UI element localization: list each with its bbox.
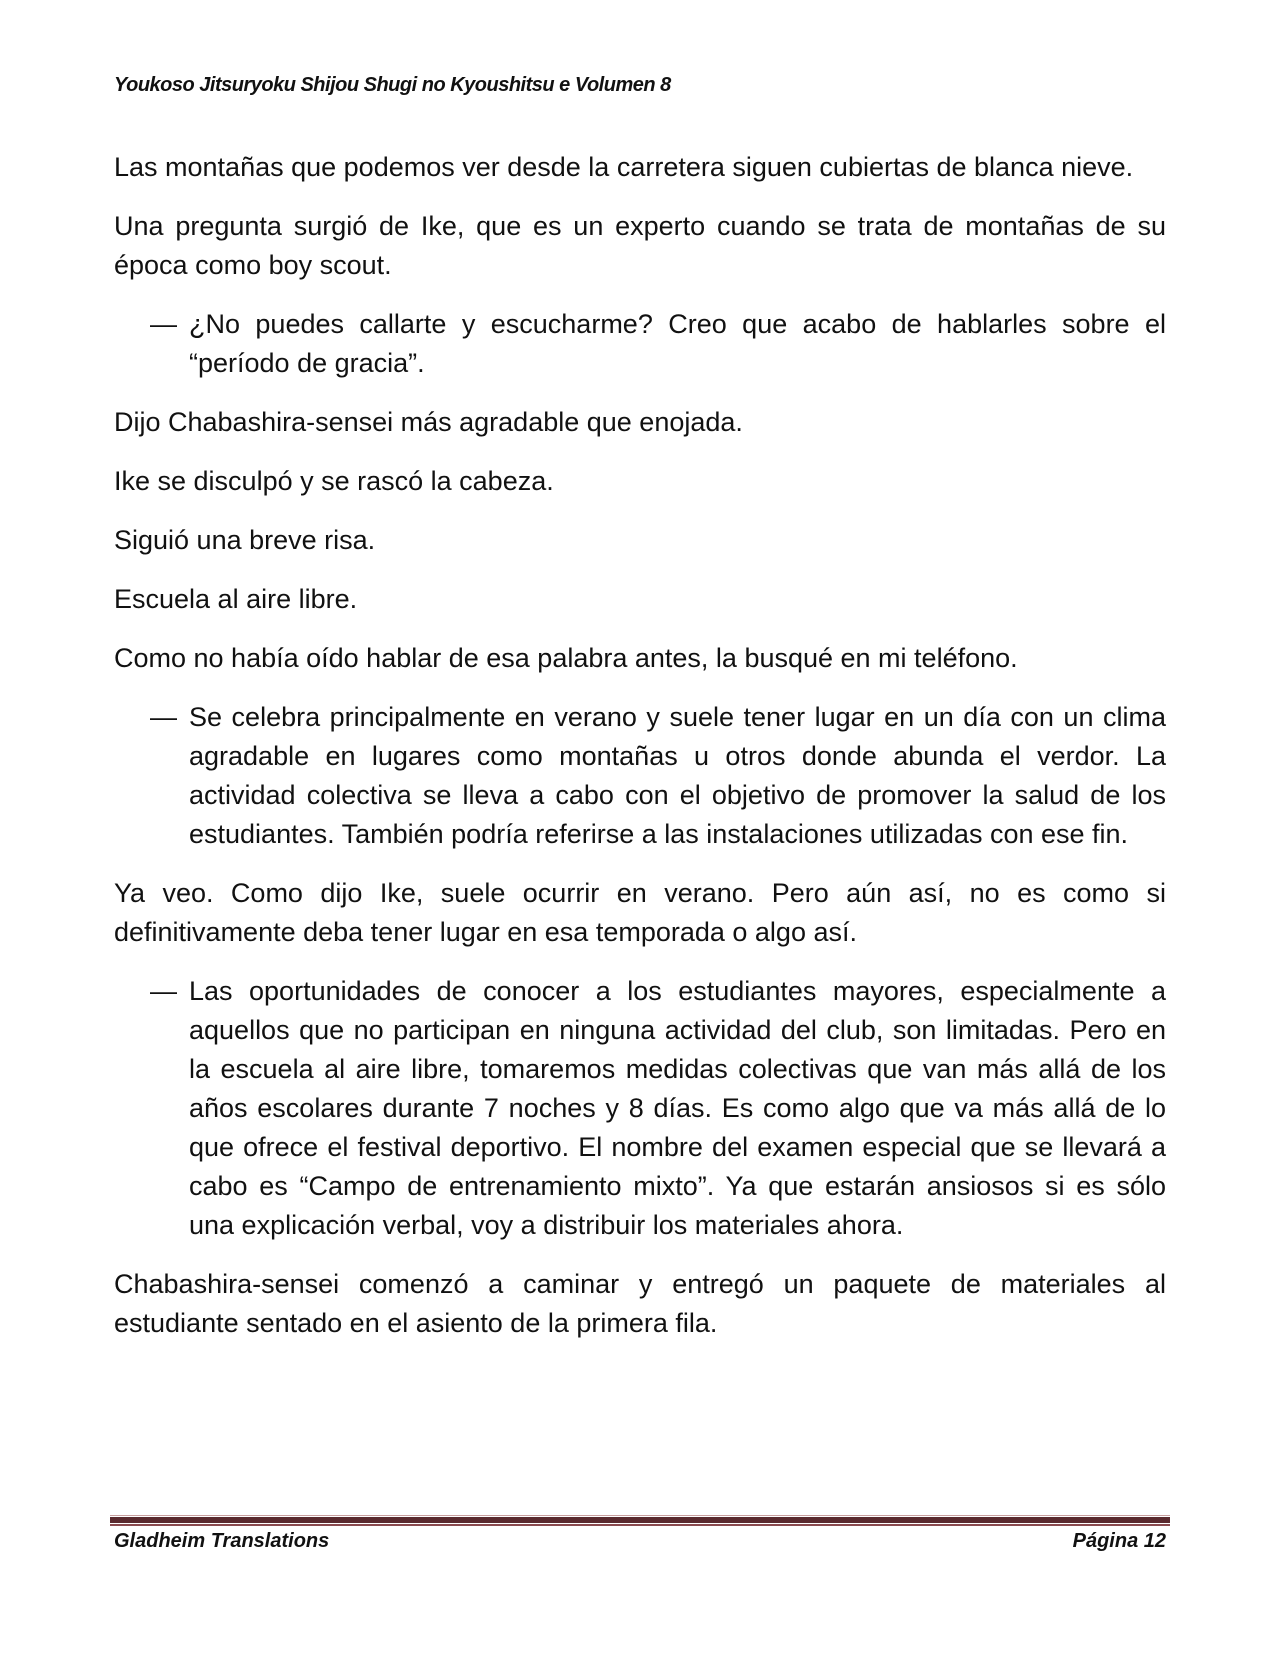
paragraph-text: ¿No puedes callarte y escucharme? Creo que acabo de hablarles sobre el “período de gracia”. xyxy=(189,309,1166,378)
paragraph xyxy=(114,521,1166,560)
footer-translator: Gladheim Translations xyxy=(114,1530,330,1552)
paragraph-text: Ya veo. Como dijo Ike, suele ocurrir en verano. Pero aún así, no es como si definitivamente deba tener lugar en esa temporada o algo así. xyxy=(114,878,1166,947)
paragraph-text: Dijo Chabashira-sensei más agradable que enojada. xyxy=(114,407,743,437)
dialogue-paragraph xyxy=(114,305,1166,383)
paragraph xyxy=(114,580,1166,619)
dialogue-dash: — xyxy=(150,976,177,1006)
paragraph xyxy=(114,148,1166,187)
paragraph-text: Como no había oído hablar de esa palabra antes, la busqué en mi teléfono. xyxy=(114,643,1018,673)
dialogue-paragraph xyxy=(114,972,1166,1245)
paragraph-text: Chabashira-sensei comenzó a caminar y entregó un paquete de materiales al estudiante sentado en el asiento de la primera fila. xyxy=(114,1269,1166,1338)
paragraph xyxy=(114,874,1166,952)
paragraph-text: Siguió una breve risa. xyxy=(114,525,376,555)
paragraph-text: Las oportunidades de conocer a los estudiantes mayores, especialmente a aquellos que no participan en ninguna actividad del club, son limitadas. Pero en la escuela al aire libre, tomaremos medidas colectivas que van más allá de los años escolares durante 7 noches y 8 días. Es como algo que va más allá de lo que ofrece el festival deportivo. El nombre del examen especial que se llevará a cabo es “Campo de entrenamiento mixto”. Ya que estarán ansiosos si es sólo una explicación verbal, voy a distribuir los materiales ahora. xyxy=(189,976,1166,1240)
page-body xyxy=(114,148,1166,1363)
footer-rule xyxy=(110,1515,1170,1526)
paragraph xyxy=(114,207,1166,285)
dialogue-paragraph xyxy=(114,698,1166,854)
paragraph xyxy=(114,639,1166,678)
paragraph xyxy=(114,462,1166,501)
footer-page-number: Página 12 xyxy=(1072,1530,1166,1552)
dialogue-dash: — xyxy=(150,702,177,732)
paragraph xyxy=(114,403,1166,442)
paragraph-text: Se celebra principalmente en verano y suele tener lugar en un día con un clima agradable en lugares como montañas u otros donde abunda el verdor. La actividad colectiva se lleva a cabo con el objetivo de promover la salud de los estudiantes. También podría referirse a las instalaciones utilizadas con ese fin. xyxy=(189,702,1166,849)
paragraph-text: Ike se disculpó y se rascó la cabeza. xyxy=(114,466,554,496)
paragraph-text: Las montañas que podemos ver desde la carretera siguen cubiertas de blanca nieve. xyxy=(114,152,1134,182)
paragraph-text: Escuela al aire libre. xyxy=(114,584,358,614)
paragraph xyxy=(114,1265,1166,1343)
running-header: Youkoso Jitsuryoku Shijou Shugi no Kyoushitsu e Volumen 8 xyxy=(114,74,671,96)
dialogue-dash: — xyxy=(150,309,177,339)
paragraph-text: Una pregunta surgió de Ike, que es un experto cuando se trata de montañas de su época como boy scout. xyxy=(114,211,1166,280)
